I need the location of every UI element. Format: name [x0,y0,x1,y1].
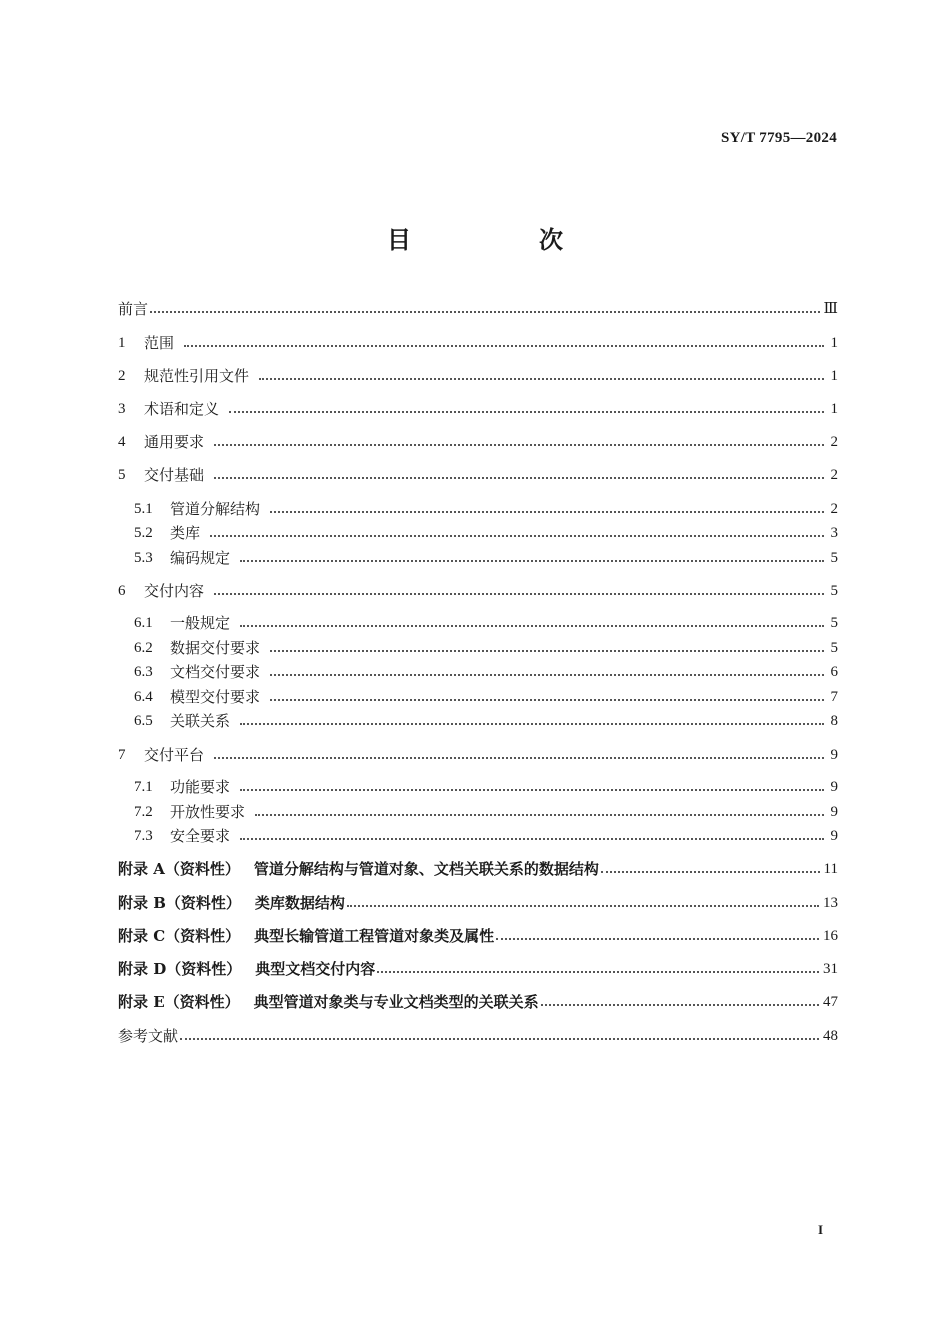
toc-leader-dots [184,345,824,347]
toc-entry[interactable] [134,686,838,708]
toc-entry-page: 5 [830,550,838,566]
toc-entry[interactable] [134,522,838,544]
toc-leader-dots [240,838,824,840]
toc-entry-number: 5.2 [134,525,153,541]
toc-entry-page: 5 [830,615,838,631]
toc-entry[interactable] [118,744,838,766]
toc-entry-page: 5 [830,640,838,656]
page-number: I [818,1222,824,1237]
toc-entry-title: 附录 A（资料性） [118,860,240,878]
toc-entry[interactable] [118,858,838,880]
toc-leader-dots [240,625,824,627]
toc-leader-dots [240,789,824,791]
toc-entry-number: 3 [118,401,126,417]
toc-entry-page: 9 [830,804,838,820]
toc-leader-dots [377,971,819,973]
toc-entry-page: 6 [830,664,838,680]
toc-entry-title: 附录 D（资料性） [118,960,242,978]
toc-entry-number: 7 [118,747,126,763]
toc-entry-title: 管道分解结构 [170,500,261,518]
toc-entry-page: 2 [830,501,838,517]
toc-entry[interactable] [118,925,838,947]
toc-leader-dots [270,511,824,513]
toc-entry-page: 2 [830,434,838,450]
toc-entry-title: 安全要求 [170,827,231,845]
toc-entry-title: 模型交付要求 [170,688,261,706]
toc-entry[interactable] [134,710,838,732]
toc-entry-subtitle: 类库数据结构 [254,894,345,912]
toc-entry-page: 5 [830,583,838,599]
toc-entry-title: 一般规定 [170,614,231,632]
toc-entry-title: 数据交付要求 [170,639,261,657]
toc-entry[interactable] [118,958,838,980]
toc-entry[interactable] [134,776,838,798]
toc-leader-dots [240,723,824,725]
toc-entry[interactable] [134,801,838,823]
toc-entry[interactable] [134,547,838,569]
toc-entry-number: 7.3 [134,828,153,844]
toc-entry-title: 前言 [118,300,149,318]
toc-entry-number: 5.1 [134,501,153,517]
toc-entry[interactable] [134,498,838,520]
toc-leader-dots [255,814,824,816]
toc-entry[interactable] [118,398,838,420]
toc-entry-number: 6.5 [134,713,153,729]
toc-leader-dots [347,905,819,907]
toc-entry-title: 交付内容 [144,582,205,600]
toc-entry-title: 交付基础 [144,466,205,484]
toc-leader-dots [150,311,820,313]
toc-entry-title: 编码规定 [170,549,231,567]
toc-entry-number: 6.4 [134,689,153,705]
toc-entry-title: 类库 [170,524,201,542]
toc-entry[interactable] [134,825,838,847]
toc-entry-page: 2 [830,467,838,483]
toc-entry-page: 11 [823,861,838,877]
toc-entry-number: 6.1 [134,615,153,631]
toc-leader-dots [270,699,824,701]
toc-entry-number: 4 [118,434,126,450]
toc-entry-page: 48 [823,1028,838,1044]
toc-entry[interactable] [118,892,838,914]
toc-entry-number: 7.2 [134,804,153,820]
toc-entry[interactable] [118,991,838,1013]
toc-leader-dots [210,535,824,537]
toc-leader-dots [541,1004,819,1006]
toc-entry-title: 规范性引用文件 [144,367,250,385]
toc-entry-number: 5.3 [134,550,153,566]
toc-leader-dots [496,938,819,940]
toc-entry-title: 通用要求 [144,433,205,451]
toc-entry-page: 3 [830,525,838,541]
toc-entry-page: 1 [830,401,838,417]
toc-entry[interactable] [134,637,838,659]
toc-entry-subtitle: 典型管道对象类与专业文档类型的关联关系 [253,993,539,1011]
toc-leader-dots [259,378,824,380]
toc-entry-page: 16 [823,928,838,944]
toc-entry-page: 13 [823,895,838,911]
toc-entry-title: 关联关系 [170,712,231,730]
toc-entry-page: 1 [830,368,838,384]
toc-entry-page: 8 [830,713,838,729]
toc-entry-subtitle: 典型长输管道工程管道对象类及属性 [254,927,495,945]
toc-entry-title: 范围 [144,334,175,352]
toc-leader-dots [601,871,820,873]
toc-entry-number: 7.1 [134,779,153,795]
toc-entry-title: 附录 C（资料性） [118,927,241,945]
toc-entry-title: 术语和定义 [144,400,220,418]
toc-entry-subtitle: 管道分解结构与管道对象、文档关联关系的数据结构 [253,860,599,878]
toc-entry-number: 6 [118,583,126,599]
toc-leader-dots [270,650,824,652]
toc-entry[interactable] [118,431,838,453]
toc-leader-dots [214,757,824,759]
toc-entry-number: 6.3 [134,664,153,680]
toc-leader-dots [240,560,824,562]
toc-entry-title: 开放性要求 [170,803,246,821]
toc-entry[interactable] [118,1025,838,1047]
toc-entry-subtitle: 典型文档交付内容 [255,960,376,978]
toc-entry[interactable] [134,612,838,634]
toc-entry-page: 9 [830,747,838,763]
toc-entry-page: 9 [830,779,838,795]
toc-entry-number: 6.2 [134,640,153,656]
toc-entry-title: 功能要求 [170,778,231,796]
toc-entry[interactable] [118,464,838,486]
toc-entry-page: Ⅲ [823,301,838,317]
toc-entry-title: 参考文献 [118,1027,179,1045]
toc-leader-dots [214,593,824,595]
toc-entry[interactable] [118,365,838,387]
toc-entry-number: 1 [118,335,126,351]
toc-entry-page: 31 [823,961,838,977]
standard-code: SY/T 7795—2024 [720,130,837,146]
toc-entry-number: 2 [118,368,126,384]
toc-leader-dots [229,411,824,413]
toc-entry[interactable] [118,332,838,354]
toc-leader-dots [270,674,824,676]
toc-entry[interactable] [134,661,838,683]
toc-leader-dots [214,477,824,479]
toc-entry-title: 交付平台 [144,746,205,764]
toc-entry[interactable] [118,580,838,602]
toc-entry-page: 1 [830,335,838,351]
toc-entry-page: 7 [830,689,838,705]
page-title: 目 次 [387,226,615,254]
toc-entry-page: 47 [823,994,838,1010]
toc-entry-page: 9 [830,828,838,844]
toc-leader-dots [180,1038,819,1040]
toc-entry-title: 文档交付要求 [170,663,261,681]
toc-entry-title: 附录 B（资料性） [118,894,241,912]
toc-entry-title: 附录 E（资料性） [118,993,240,1011]
toc-leader-dots [214,444,824,446]
toc-entry[interactable] [118,298,838,320]
toc-entry-number: 5 [118,467,126,483]
